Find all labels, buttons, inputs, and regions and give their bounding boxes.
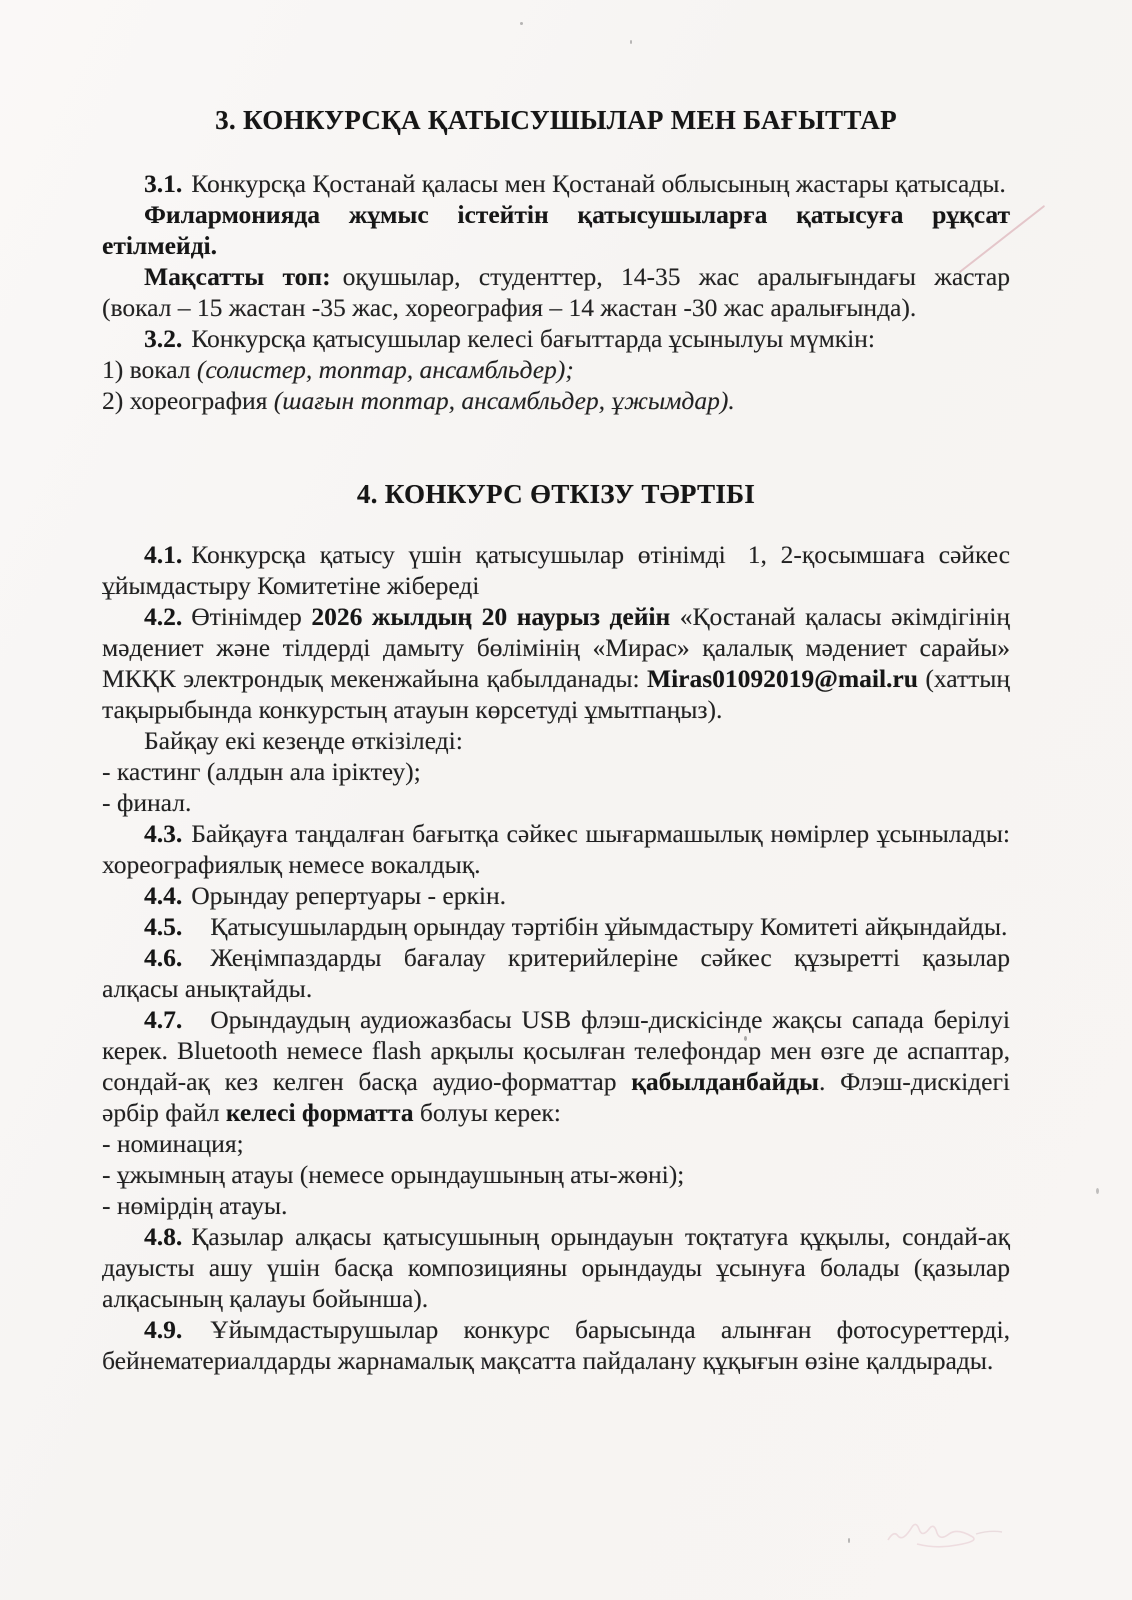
paragraph-4-9 <box>102 1314 1010 1376</box>
paragraph-4-1 <box>102 539 1010 601</box>
text-run: Конкурсқа қатысу үшін қатысушылар өтінімді <box>191 540 726 569</box>
paragraph-4-8 <box>102 1221 1010 1314</box>
scan-speck <box>1096 1188 1099 1194</box>
bold-run-format: келесі форматта <box>225 1098 414 1127</box>
text-run: . Флэш-дискідегі әрбір файл <box>102 1067 1011 1127</box>
paragraph-number: 4.2. <box>144 602 183 631</box>
paragraph-number: 4.7. <box>144 1005 183 1034</box>
text-run: Жеңімпаздарды бағалау критерийлеріне сәйкес құзыретті қазылар алқасы анықтайды. <box>102 943 1010 1003</box>
text-run: оқушылар, студенттер, 14-35 жас аралығындағы жастар (вокал – 15 жастан -35 жас, хореография – 14 жастан -30 жас аралығында). <box>102 262 1010 322</box>
paragraph-number: 4.4. <box>144 881 183 910</box>
scan-speck <box>520 22 523 25</box>
list-item-casting: - кастинг (алдын ала іріктеу); <box>102 757 421 786</box>
paragraph-3-2 <box>102 323 1010 354</box>
list-item-number-name: - нөмірдің атауы. <box>102 1191 288 1220</box>
section-3-heading: 3. КОНКУРСҚА ҚАТЫСУШЫЛАР МЕН БАҒЫТТАР <box>215 105 897 135</box>
document-text-block <box>102 102 1010 1376</box>
list-item-choreography <box>102 385 1010 416</box>
text-run: (хаттың тақырыбында конкурстың атауын көрсетуді ұмытпаңыз). <box>102 664 1011 724</box>
text-run: болуы керек: <box>419 1098 561 1127</box>
list-item-team-name: - ұжымның атауы (немесе орындаушының аты-жөні); <box>102 1160 685 1189</box>
handwriting-smudge <box>880 1512 1030 1562</box>
paragraph-philharmonia <box>102 199 1010 261</box>
text-run: 2) хореография <box>102 386 268 415</box>
scan-speck <box>286 646 290 650</box>
text-run: Орындау репертуары - еркін. <box>191 881 506 910</box>
bold-run-deadline: 2026 жылдың 20 наурыз дейін <box>311 602 671 631</box>
scan-speck <box>744 1036 747 1041</box>
paragraph-number: 4.1. <box>144 540 183 569</box>
list-item-nomination: - номинация; <box>102 1129 244 1158</box>
text-run: Орындаудың аудиожазбасы USB флэш-дискісінде жақсы сапада берілуі керек. Bluetooth немесе flash арқылы қосылған телефондар мен өзге де аспаптар, сондай-ақ кез келген басқа аудио-форматтар <box>102 1005 1010 1096</box>
section-4-heading: 4. КОНКУРС ӨТКІЗУ ТӘРТІБІ <box>356 479 756 509</box>
paragraph-4-5 <box>102 911 1010 942</box>
text-run: «Қостанай қаласы әкімдігінің мәдениет және тілдерді дамыту бөлімінің «Мирас» қалалық мәдениет сарайы» МКҚК электрондық мекенжайына қабылданады: <box>102 602 1010 693</box>
paragraph-4-6 <box>102 942 1010 1004</box>
bold-run: Филармонияда жұмыс істейтін қатысушыларға қатысуға рұқсат етілмейді. <box>102 200 1010 260</box>
paragraph-4-7 <box>102 1004 1010 1128</box>
paragraph-4-4 <box>102 880 1010 911</box>
list-item-vocal <box>102 354 1010 385</box>
paragraph-number: 4.5. <box>144 912 183 941</box>
text-run: Конкурсқа Қостанай қаласы мен Қостанай облысының жастары қатысады. <box>191 169 1006 198</box>
italic-run: (шағын топтар, ансамбльдер, ұжымдар). <box>273 386 735 415</box>
text-run: Ұйымдастырушылар конкурс барысында алынған фотосуреттерді, бейнематериалдарды жарнамалық мақсатта пайдалану құқығын өзіне қалдырады. <box>102 1315 1010 1375</box>
paragraph-number: 3.1. <box>144 169 183 198</box>
paragraph-4-3 <box>102 818 1010 880</box>
paragraph-target-group <box>102 261 1010 323</box>
text-run: Қатысушылардың орындау тәртібін ұйымдастыру Комитеті айқындайды. <box>210 912 1008 941</box>
paragraph-number: 4.8. <box>144 1222 183 1251</box>
paragraph-number: 4.9. <box>144 1315 183 1344</box>
text-run: Байқау екі кезеңде өткізіледі: <box>144 726 463 755</box>
italic-run: (солистер, топтар, ансамбльдер); <box>196 355 574 384</box>
paragraph-3-1 <box>102 168 1010 199</box>
paragraph-stages <box>102 725 1010 756</box>
bold-run-not-accepted: қабылданбайды <box>631 1067 819 1096</box>
text-run: Қазылар алқасы қатысушының орындауын тоқтатуға құқылы, сондай-ақ дауысты ашу үшін басқа композицияны орындауды ұсынуға болады (қазылар алқасының қалауы бойынша). <box>102 1222 1010 1313</box>
text-run: Байқауға таңдалған бағытқа сәйкес шығармашылық нөмірлер ұсынылады: хореографиялық немесе вокалдық. <box>102 819 1010 879</box>
paragraph-number: 4.3. <box>144 819 183 848</box>
list-item-final: - финал. <box>102 788 192 817</box>
scan-speck <box>848 1538 850 1543</box>
text-run: 1, 2-қосымшаға сәйкес ұйымдастыру Комитетіне жібереді <box>102 540 1010 600</box>
paragraph-4-2 <box>102 601 1010 725</box>
scan-speck <box>630 40 632 44</box>
bold-label: Мақсатты топ: <box>144 262 331 291</box>
paragraph-number: 3.2. <box>144 324 183 353</box>
text-run: Өтінімдер <box>191 602 302 631</box>
text-run: 1) вокал <box>102 355 191 384</box>
text-run: Конкурсқа қатысушылар келесі бағыттарда ұсынылуы мүмкін: <box>191 324 875 353</box>
paragraph-number: 4.6. <box>144 943 183 972</box>
bold-run-email: Miras01092019@mail.ru <box>647 664 918 693</box>
